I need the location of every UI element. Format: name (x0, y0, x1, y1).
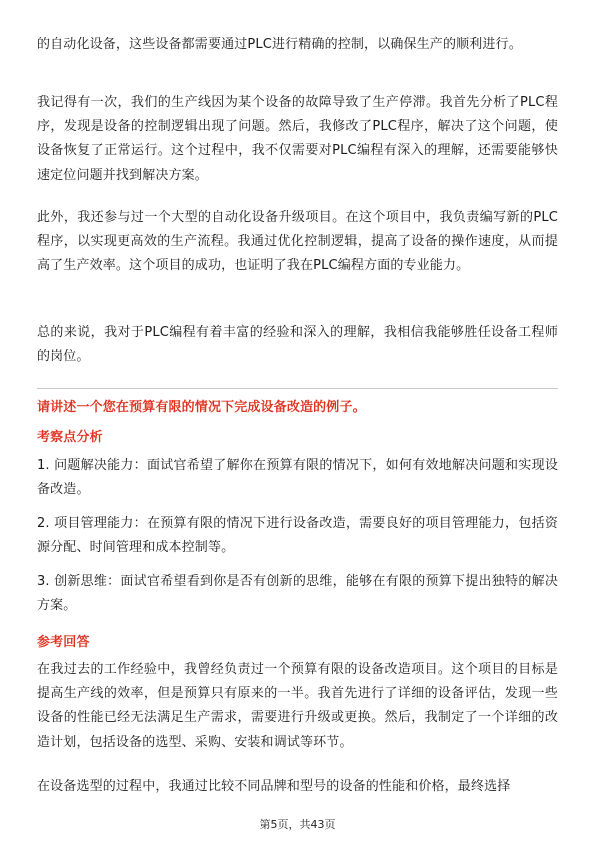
analysis-item: 1. 问题解决能力：面试官希望了解你在预算有限的情况下，如何有效地解决问题和实现设备改造。 (37, 458, 558, 498)
body-paragraph: 的自动化设备，这些设备都需要通过PLC进行精确的控制，以确保生产的顺利进行。 (37, 37, 522, 52)
answer-paragraph: 在我过去的工作经验中，我曾经负责过一个预算有限的设备改造项目。这个项目的目标是提高生产线的效率，但是预算只有原来的一半。我首先进行了详细的设备评估，发现一些设备的性能已经无法满足生产需求，需要进行升级或更换。然后，我制定了一个详细的改造计划，包括设备的选型、采购、安装和调试等环节。 (37, 662, 558, 750)
body-paragraph: 总的来说，我对于PLC编程有着丰富的经验和深入的理解，我相信我能够胜任设备工程师的岗位。 (37, 325, 558, 365)
question-title: 请讲述一个您在预算有限的情况下完成设备改造的例子。 (37, 400, 366, 415)
analysis-item: 2. 项目管理能力：在预算有限的情况下进行设备改造，需要良好的项目管理能力，包括资源分配、时间管理和成本控制等。 (37, 516, 558, 556)
answer-paragraph: 在设备选型的过程中，我通过比较不同品牌和型号的设备的性能和价格，最终选择 (37, 779, 511, 794)
analysis-heading: 考察点分析 (37, 430, 103, 445)
answer-heading: 参考回答 (37, 635, 90, 650)
page-number: 第5页，共43页 (259, 818, 336, 831)
section-divider (37, 388, 558, 389)
body-paragraph: 此外，我还参与过一个大型的自动化设备升级项目。在这个项目中，我负责编写新的PLC程序，以实现更高效的生产流程。我通过优化控制逻辑，提高了设备的操作速度，从而提高了生产效率。这个项目的成功，也证明了我在PLC编程方面的专业能力。 (37, 210, 558, 274)
body-paragraph: 我记得有一次，我们的生产线因为某个设备的故障导致了生产停滞。我首先分析了PLC程序，发现是设备的控制逻辑出现了问题。然后，我修改了PLC程序，解决了这个问题，使设备恢复了正常运行。这个过程中，我不仅需要对PLC编程有深入的理解，还需要能够快速定位问题并找到解决方案。 (37, 95, 558, 183)
analysis-item: 3. 创新思维：面试官希望看到你是否有创新的思维，能够在有限的预算下提出独特的解决方案。 (37, 574, 558, 614)
